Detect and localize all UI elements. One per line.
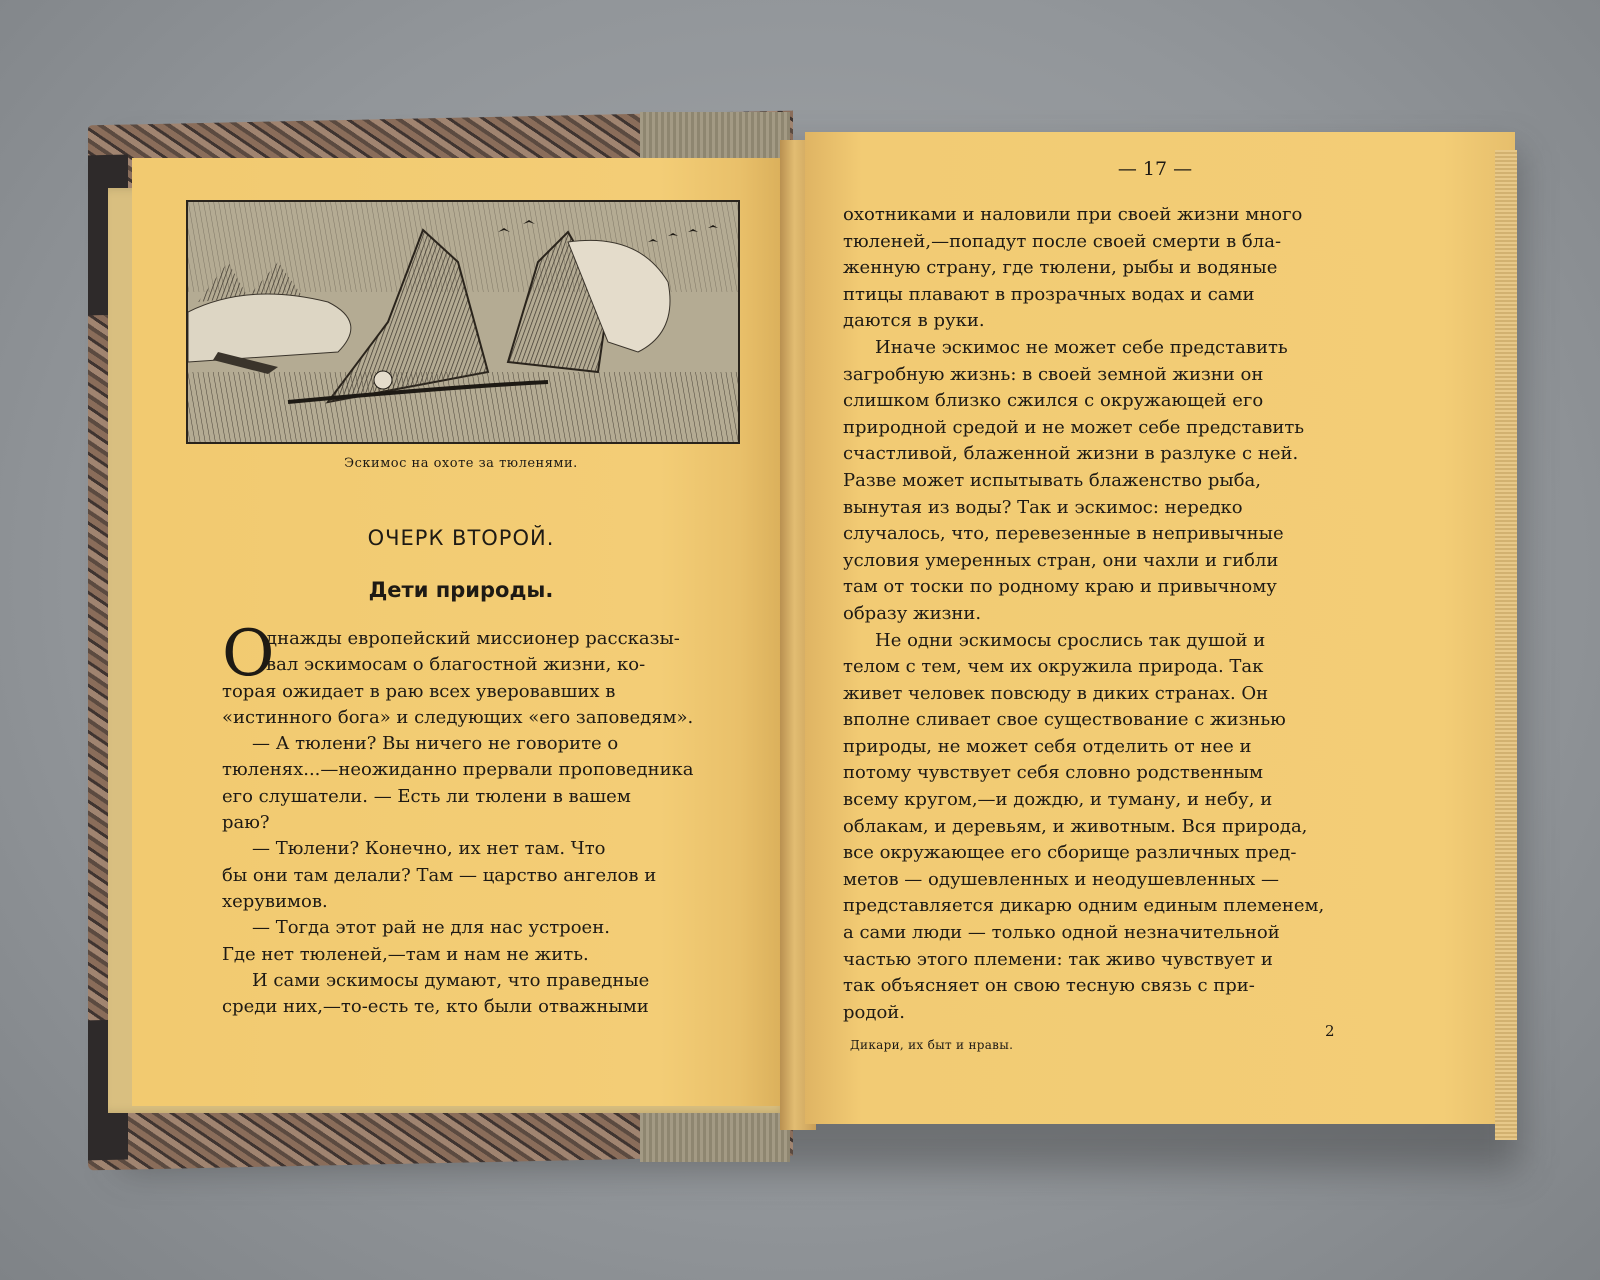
engraving-drawing bbox=[188, 202, 738, 442]
text-line: телом с тем, чем их окружила природа. Так bbox=[843, 656, 1264, 678]
section-title: ОЧЕРК ВТОРОЙ. bbox=[367, 526, 555, 550]
text-line: охотниками и наловили при своей жизни много bbox=[843, 204, 1303, 225]
text-line: Разве может испытывать блаженство рыба, bbox=[843, 469, 1262, 491]
text-line: тюленей,—попадут после своей смерти в бла- bbox=[843, 230, 1282, 252]
text-line: так объясняет он свою тесную связь с при- bbox=[843, 975, 1255, 997]
text-line: загробную жизнь: в своей земной жизни он bbox=[843, 363, 1264, 385]
chapter-subtitle: Дети природы. bbox=[368, 578, 554, 602]
text-line: метов — одушевленных и неодушевленных — bbox=[843, 868, 1280, 890]
text-line: даются в руки. bbox=[843, 310, 985, 332]
page-number: — 17 — bbox=[1117, 158, 1193, 180]
text-line: днажды европейский миссионер рассказы- bbox=[266, 628, 680, 649]
text-line: природной средой и не может себе представить bbox=[843, 416, 1305, 438]
engraving-illustration bbox=[186, 200, 740, 444]
text-line: раю? bbox=[222, 812, 270, 834]
drop-cap: О bbox=[222, 617, 275, 691]
text-line: вполне сливает свое существование с жизнью bbox=[843, 709, 1286, 731]
text-line: Иначе эскимос не может себе представить bbox=[875, 336, 1288, 358]
right-page bbox=[805, 132, 1515, 1124]
text-line: торая ожидает в раю всех уверовавших в bbox=[222, 680, 616, 702]
signature-number: 2 bbox=[1325, 1022, 1335, 1040]
text-line: — Тюлени? Конечно, их нет там. Что bbox=[252, 838, 606, 860]
text-line: его слушатели. — Есть ли тюлени в вашем bbox=[222, 785, 631, 807]
text-line: родой. bbox=[843, 1001, 905, 1023]
text-line: — А тюлени? Вы ничего не говорите о bbox=[252, 733, 619, 755]
right-body-text bbox=[843, 202, 1388, 1026]
text-line: женную страну, где тюлени, рыбы и водяные bbox=[843, 257, 1278, 279]
text-line: природы, не может себя отделить от нее и bbox=[843, 735, 1252, 757]
text-line: херувимов. bbox=[222, 890, 328, 912]
signature-footer: Дикари, их быт и нравы. bbox=[850, 1038, 1014, 1052]
text-line: частью этого племени: так живо чувствует и bbox=[843, 948, 1273, 970]
text-line: там от тоски по родному краю и привычному bbox=[843, 576, 1277, 598]
text-line: Где нет тюленей,—там и нам не жить. bbox=[222, 943, 589, 965]
text-line: условия умеренных стран, они чахли и гибли bbox=[843, 549, 1279, 571]
text-line: представляется дикарю одним единым племенем, bbox=[843, 895, 1325, 917]
text-line: облакам, и деревьям, и животным. Вся природа, bbox=[843, 815, 1308, 837]
text-line: бы они там делали? Там — царство ангелов и bbox=[222, 864, 657, 886]
text-line: среди них,—то-есть те, кто были отважными bbox=[222, 996, 649, 1018]
text-line: тюленях...—неожиданно прервали проповедника bbox=[222, 759, 694, 781]
text-line: Не одни эскимосы срослись так душой и bbox=[875, 629, 1266, 651]
text-line: слишком близко сжился с окружающей его bbox=[843, 390, 1264, 412]
text-line: все окружающее его сборище различных пред- bbox=[843, 842, 1297, 864]
text-line: счастливой, блаженной жизни в разлуке с ней. bbox=[843, 443, 1299, 465]
text-line: «истинного бога» и следующих «его заповедям». bbox=[222, 706, 694, 728]
text-line: — Тогда этот рай не для нас устроен. bbox=[252, 917, 610, 939]
text-line: птицы плавают в прозрачных водах и сами bbox=[843, 283, 1255, 305]
text-line: потому чувствует себя словно родственным bbox=[843, 762, 1263, 784]
left-page bbox=[132, 158, 792, 1106]
text-line: вал эскимосам о благостной жизни, ко- bbox=[266, 654, 646, 676]
text-line: всему кругом,—и дождю, и туману, и небу, и bbox=[843, 789, 1273, 811]
text-line: случалось, что, перевезенные в непривычные bbox=[843, 523, 1284, 545]
text-line: а сами люди — только одной незначительной bbox=[843, 922, 1280, 944]
text-line: вынутая из воды? Так и эскимос: нередко bbox=[843, 496, 1243, 518]
text-line: образу жизни. bbox=[843, 602, 982, 624]
right-page-edges bbox=[1495, 150, 1517, 1140]
illustration-caption: Эскимос на охоте за тюленями. bbox=[344, 456, 578, 471]
text-line: живет человек повсюду в диких странах. Он bbox=[843, 682, 1269, 704]
text-line: И сами эскимосы думают, что праведные bbox=[252, 969, 650, 991]
left-body-text bbox=[222, 626, 822, 1020]
